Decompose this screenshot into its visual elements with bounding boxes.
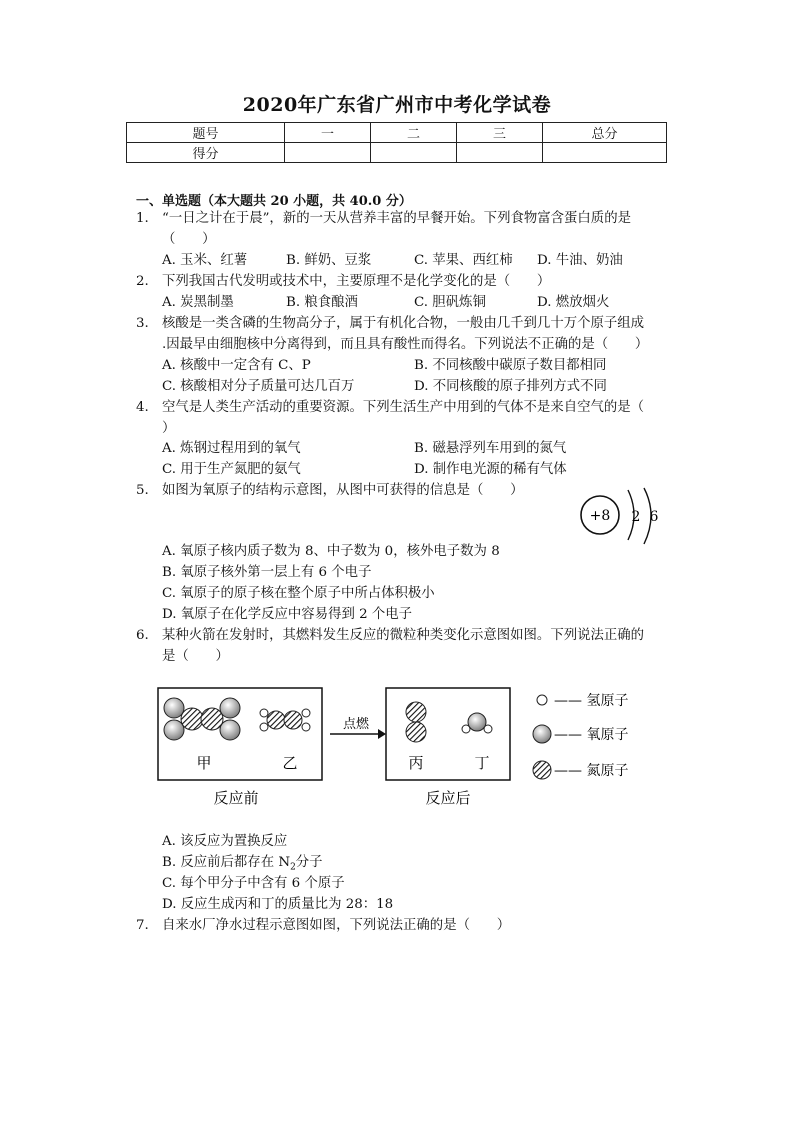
score-table-header-row [127, 123, 667, 143]
option-d: D. 牛油、奶油 [537, 253, 623, 268]
nitrogen-atom [406, 722, 426, 742]
nitrogen-atom [181, 708, 203, 730]
option-c: C. 氧原子的原子核在整个原子中所占体积极小 [162, 586, 435, 601]
shell2-electrons: 6 [649, 509, 659, 525]
score-header-cell: 三 [457, 123, 543, 143]
option-a: A. 核酸中一定含有 C、P [162, 358, 311, 373]
option-d: D. 燃放烟火 [537, 295, 610, 310]
nitrogen-atom [284, 711, 302, 729]
exam-title: 2020年广东省广州市中考化学试卷 [242, 94, 552, 116]
hydrogen-atom [484, 725, 492, 733]
nitrogen-atom [201, 708, 223, 730]
label-after: 反应后 [425, 789, 471, 807]
hydrogen-atom [302, 709, 310, 717]
option-b: B. 不同核酸中碳原子数目都相同 [414, 358, 607, 373]
question-text: ） [162, 421, 176, 436]
option-b-suffix: 分子 [295, 855, 323, 870]
arrow-head-icon [378, 729, 386, 739]
question-text: （ ） [162, 232, 216, 247]
question-number: 7. [136, 918, 149, 933]
option-b [162, 854, 323, 877]
score-cell [543, 143, 667, 163]
question-text: “一日之计在于晨”，新的一天从营养丰富的早餐开始。下列食物富含蛋白质的是 [162, 211, 631, 226]
oxygen-atom [468, 713, 486, 731]
molecule-jia [164, 698, 240, 740]
option-a: A. 炼钢过程用到的氧气 [162, 441, 301, 456]
label-before: 反应前 [213, 789, 259, 807]
legend-nitrogen-label: —— 氮原子 [554, 763, 629, 779]
shell1-electrons: 2 [631, 509, 641, 525]
question-text: 如图为氧原子的结构示意图，从图中可获得的信息是（ ） [162, 483, 524, 498]
question-number: 2. [136, 274, 149, 289]
score-table [126, 122, 667, 163]
legend-hydrogen-icon [537, 695, 547, 705]
question-text: 下列我国古代发明或技术中，主要原理不是化学变化的是（ ） [162, 274, 551, 289]
oxygen-atom [220, 720, 240, 740]
option-b-prefix: B. 反应前后都存在 N [162, 855, 291, 870]
option-b: B. 鲜奶、豆浆 [286, 253, 372, 268]
nucleus-charge: +8 [589, 508, 611, 524]
question-number: 4. [136, 400, 149, 415]
legend-oxygen-icon [533, 725, 551, 743]
molecule-bing [406, 702, 426, 742]
question-text: 自来水厂净水过程示意图如图，下列说法正确的是（ ） [162, 918, 511, 933]
oxygen-atom [164, 720, 184, 740]
hydrogen-atom [260, 723, 268, 731]
nitrogen-atom [267, 711, 285, 729]
question-text: .因最早由细胞核中分离得到，而且具有酸性而得名。下列说法不正确的是（ ） [162, 337, 649, 352]
question-number: 1. [136, 211, 149, 226]
section-heading: 一、单选题（本大题共 20 小题，共 40.0 分） [136, 194, 412, 209]
score-cell [285, 143, 371, 163]
hydrogen-atom [302, 723, 310, 731]
oxygen-atom [164, 698, 184, 718]
option-c: C. 每个甲分子中含有 6 个原子 [162, 876, 345, 891]
option-a: A. 氧原子核内质子数为 8、中子数为 0，核外电子数为 8 [162, 544, 500, 559]
option-b: B. 磁悬浮列车用到的氮气 [414, 441, 567, 456]
label-ding: 丁 [474, 754, 490, 772]
label-yi: 乙 [282, 754, 298, 772]
option-c: C. 胆矾炼铜 [414, 295, 486, 310]
score-cell [457, 143, 543, 163]
question-text: 某种火箭在发射时，其燃料发生反应的微粒种类变化示意图如图。下列说法正确的 [162, 628, 645, 643]
reaction-diagram [150, 682, 650, 812]
legend-hydrogen-label: —— 氢原子 [554, 693, 629, 709]
score-table-value-row [127, 143, 667, 163]
question-number: 6. [136, 628, 149, 643]
option-c: C. 核酸相对分子质量可达几百万 [162, 379, 355, 394]
option-d: D. 反应生成丙和丁的质量比为 28：18 [162, 897, 394, 912]
legend-nitrogen-icon [533, 761, 551, 779]
arrow-label: 点燃 [342, 717, 370, 732]
question-number: 3. [136, 316, 149, 331]
score-row-label: 得分 [127, 143, 285, 163]
score-header-cell: 总分 [543, 123, 667, 143]
score-header-cell: 一 [285, 123, 371, 143]
question-text: 核酸是一类含磷的生物高分子，属于有机化合物，一般由几千到几十万个原子组成 [162, 316, 645, 331]
option-a: A. 炭黑制墨 [162, 295, 234, 310]
option-c: C. 用于生产氮肥的氨气 [162, 462, 301, 477]
label-jia: 甲 [196, 754, 212, 772]
option-a: A. 该反应为置换反应 [162, 834, 288, 849]
score-cell [371, 143, 457, 163]
option-d: D. 氧原子在化学反应中容易得到 2 个电子 [162, 607, 413, 622]
score-header-cell: 题号 [127, 123, 285, 143]
molecule-ding [462, 713, 492, 733]
question-text: 空气是人类生产活动的重要资源。下列生活生产中用到的气体不是来自空气的是（ [162, 400, 645, 415]
oxygen-atom-diagram [576, 486, 666, 552]
option-c: C. 苹果、西红柿 [414, 253, 513, 268]
option-b: B. 氧原子核外第一层上有 6 个电子 [162, 565, 372, 580]
after-box [386, 688, 510, 780]
option-d: D. 制作电光源的稀有气体 [414, 462, 567, 477]
score-header-cell: 二 [371, 123, 457, 143]
question-text: 是（ ） [162, 649, 229, 664]
nitrogen-atom [406, 702, 426, 722]
question-number: 5. [136, 483, 149, 498]
option-d: D. 不同核酸的原子排列方式不同 [414, 379, 607, 394]
option-a: A. 玉米、红薯 [162, 253, 248, 268]
option-b-subscript: 2 [290, 862, 296, 873]
oxygen-atom [220, 698, 240, 718]
hydrogen-atom [260, 709, 268, 717]
label-bing: 丙 [408, 754, 424, 772]
molecule-yi [260, 709, 310, 731]
option-b: B. 粮食酿酒 [286, 295, 358, 310]
legend-oxygen-label: —— 氧原子 [554, 727, 629, 743]
